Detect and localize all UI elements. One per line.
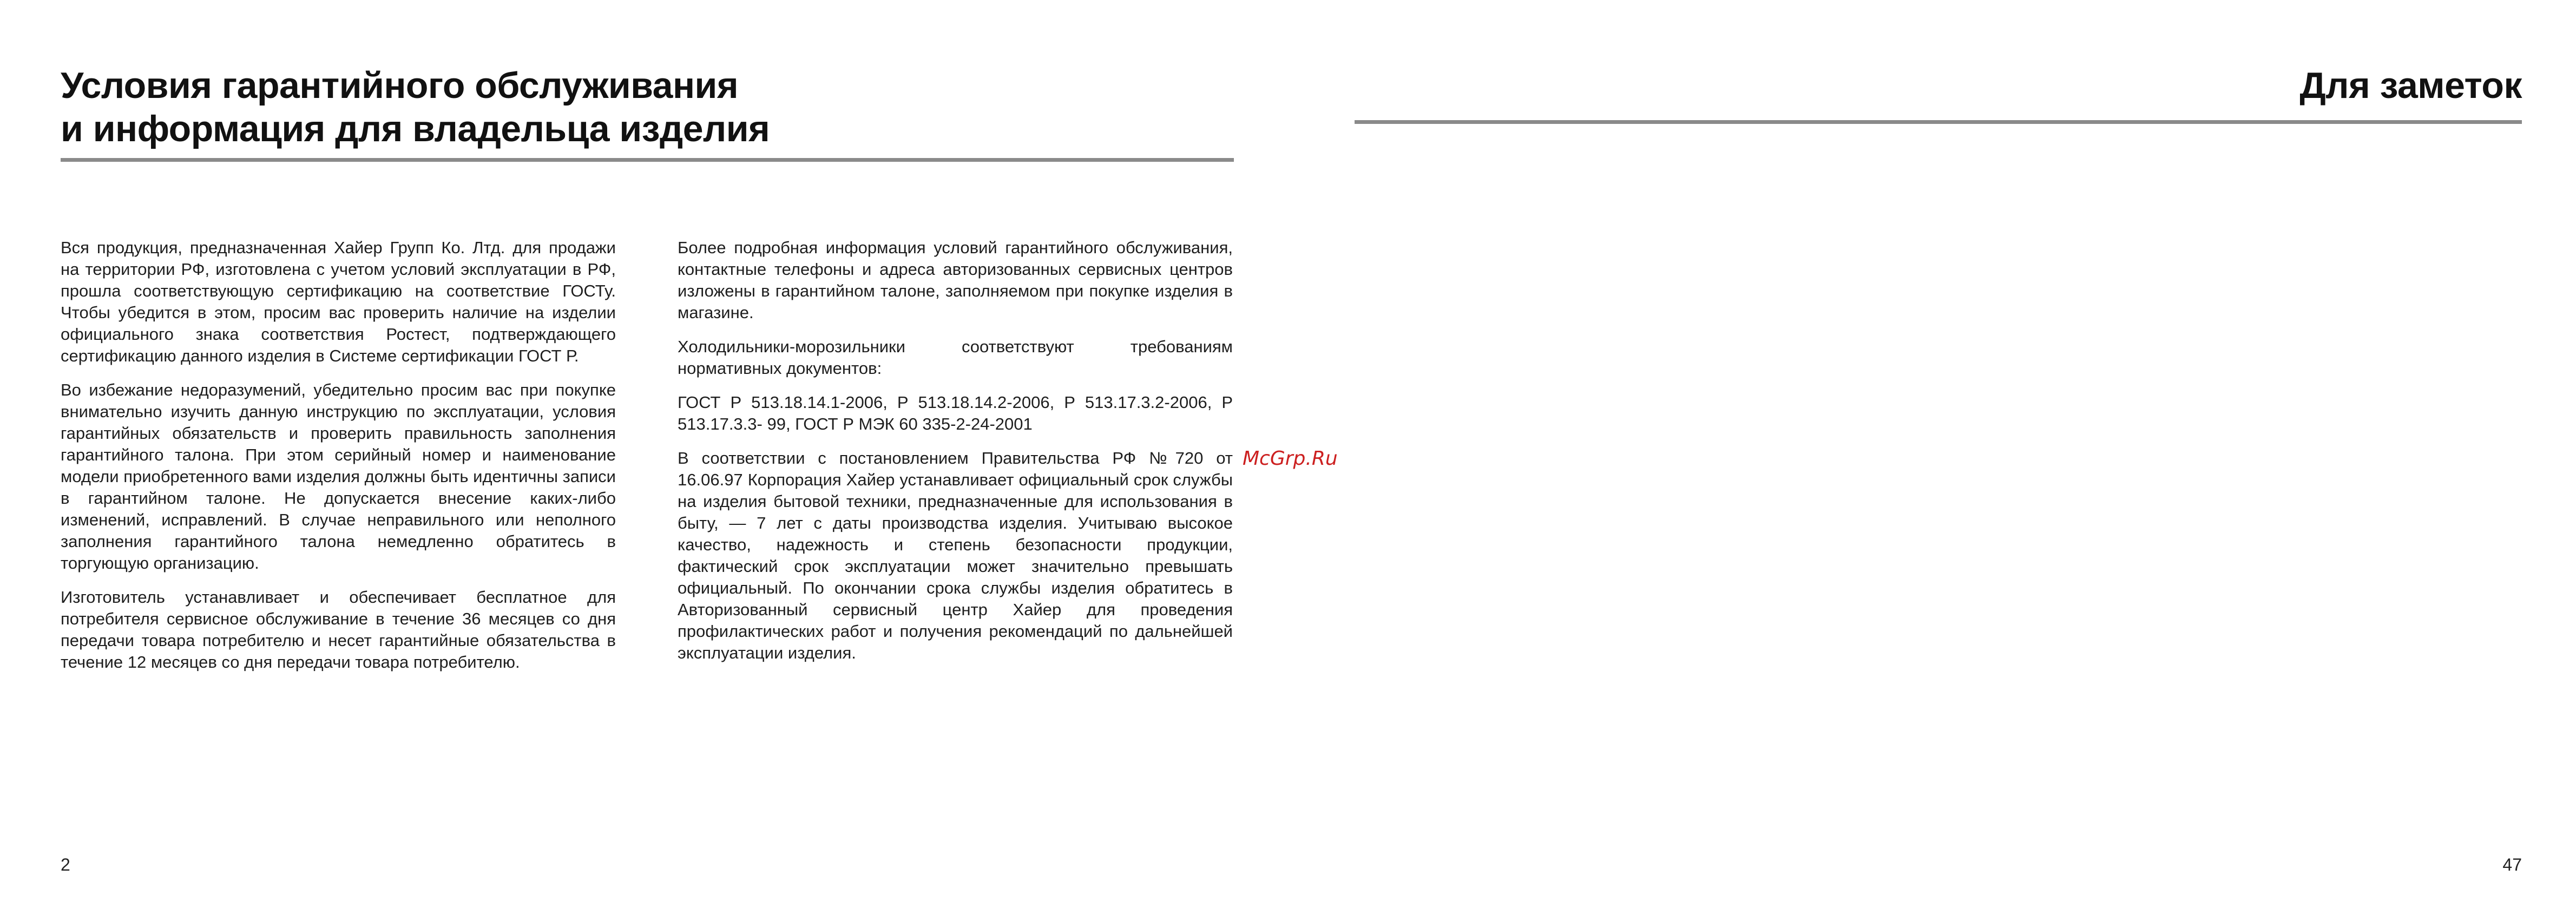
paragraph-service-terms: Изготовитель устанавливает и обеспечивает бесплатное для потребителя сервисное обслуживание в течение 36 месяцев со дня передачи товара потребителю и несет гарантийные обязательства в течение 12 месяцев со дня передачи товара потребителю. [61, 588, 616, 672]
text-column-2 [678, 237, 1233, 676]
paragraph-warranty-check: Во избежание недоразумений, убедительно просим вас при покупке внимательно изучить данную инструкцию по эксплуатации, условия гарантийных обязательств и проверить правильность заполнения гарантийного талона. При этом серийный номер и наименование модели приобретенного вами изделия должны быть идентичны записи в гарантийном талоне. Не допускается внесение каких-либо изменений, исправлений. В случае неправильного или неполного заполнения гарантийного талона немедленно обратитесь в торгующую организацию. [61, 380, 616, 572]
paragraph-more-info: Более подробная информация условий гарантийного обслуживания, контактные телефоны и адреса авторизованных сервисных центров изложены в гарантийном талоне, заполняемом при покупке изделия в магазине. [678, 238, 1233, 322]
paragraph-certification: Вся продукция, предназначенная Хайер Групп Ко. Лтд. для продажи на территории РФ, изготовлена с учетом условий эксплуатации в РФ, прошла соответствующую сертификацию на соответствие ГОСТу. Чтобы убедится в этом, просим вас проверить наличие на изделии официального знака соответствия Ростест, подтверждающего сертификацию данного изделия в Системе сертификации ГОСТ Р. [61, 238, 616, 365]
watermark-link[interactable]: McGrp.Ru [1243, 447, 1338, 470]
page-number-left: 2 [61, 855, 70, 874]
page-title-line-1: Условия гарантийного обслуживания [61, 65, 738, 106]
paragraph-service-life: В соответствии с постановлением Правительства РФ №720 от 16.06.97 Корпорация Хайер устанавливает официальный срок службы на изделия бытовой техники, предназначенные для использования в быту, — 7 лет с даты производства изделия. Учитываю высокое качество, надежность и степень безопасности продукции, фактический срок эксплуатации может значительно превышать официальный. По окончании срока службы изделия обратитесь в Авторизованный сервисный центр Хайер для проведения профилактических работ и получения рекомендаций по дальнейшей эксплуатации изделия. [678, 449, 1233, 662]
paragraph-standards-list: ГОСТ Р 513.18.14.1-2006, Р 513.18.14.2-2006, Р 513.17.3.2-2006, Р 513.17.3.3- 99, ГОСТ Р МЭК 60 335-2-24-2001 [678, 393, 1233, 433]
title-divider-right [1355, 120, 2522, 124]
text-column-1 [61, 237, 616, 686]
title-divider-left [61, 158, 1234, 162]
page-title-line-2: и информация для владельца изделия [61, 108, 770, 149]
page-number-right: 47 [2502, 855, 2522, 874]
notes-title: Для заметок [2299, 65, 2522, 106]
page-title [61, 64, 770, 150]
paragraph-standards-intro: Холодильники-морозильники соответствуют требованиям нормативных документов: [678, 337, 1233, 378]
